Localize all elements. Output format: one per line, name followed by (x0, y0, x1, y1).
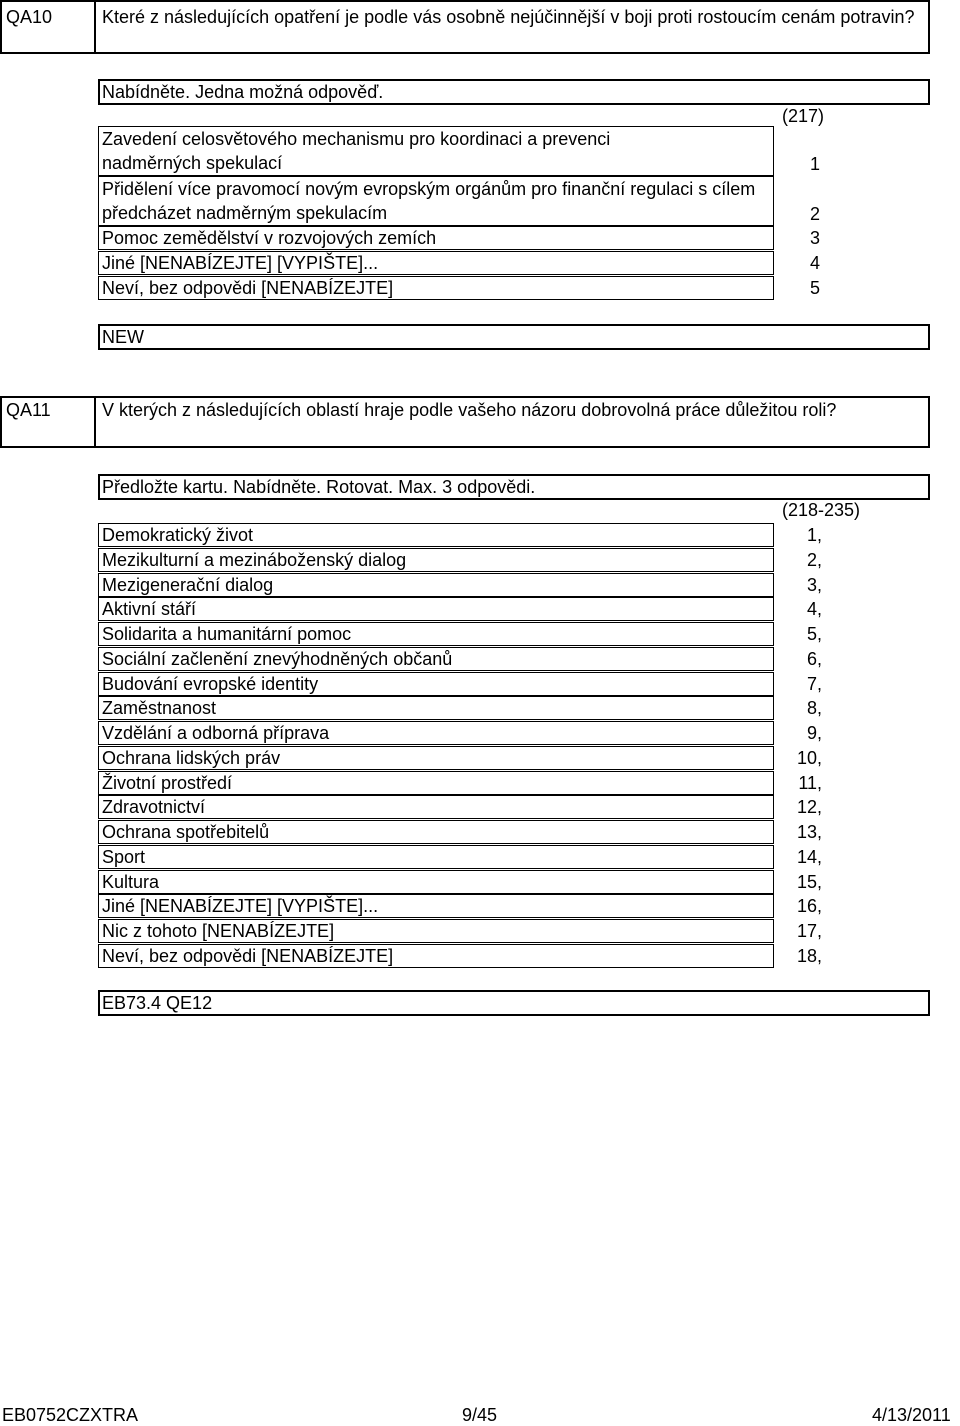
qa11-note: EB73.4 QE12 (102, 993, 213, 1013)
qa10-id: QA10 (6, 7, 53, 27)
qa11-option-label: Zdravotnictví (102, 797, 206, 817)
qa11-option-label: Solidarita a humanitární pomoc (102, 624, 352, 644)
qa11-note-box (98, 990, 930, 1016)
qa11-option-code: 1, (806, 525, 822, 545)
qa11-option-label: Sport (102, 847, 146, 867)
qa11-option-frame (98, 870, 774, 894)
qa11-option-label: Neví, bez odpovědi [NENABÍZEJTE] (102, 946, 394, 966)
qa10-var-code: (217) (781, 106, 824, 126)
qa11-option-label: Jiné [NENABÍZEJTE] [VYPIŠTE]... (102, 896, 379, 916)
qa11-option-label: Nic z tohoto [NENABÍZEJTE] (102, 921, 335, 941)
footer-doc-code: EB0752CZXTRA (2, 1405, 139, 1425)
qa10-option-2-code: 2 (809, 204, 820, 224)
qa11-option-label: Životní prostředí (102, 773, 233, 793)
qa11-option-label: Zaměstnanost (102, 698, 217, 718)
qa11-option-code: 3, (806, 575, 822, 595)
qa11-option-code: 12, (796, 797, 822, 817)
qa11-option-label: Mezigenerační dialog (102, 575, 274, 595)
qa10-option-5-label: Neví, bez odpovědi [NENABÍZEJTE] (102, 278, 394, 298)
qa11-var-code: (218-235) (781, 500, 860, 520)
qa11-option-label: Ochrana spotřebitelů (102, 822, 270, 842)
qa11-option-label: Budování evropské identity (102, 674, 319, 694)
footer-date: 4/13/2011 (872, 1405, 951, 1425)
qa11-option-code: 14, (796, 847, 822, 867)
qa11-option-code: 2, (806, 550, 822, 570)
qa10-option-3-code: 3 (809, 228, 820, 248)
qa10-option-3-label: Pomoc zemědělství v rozvojových zemích (102, 228, 437, 248)
qa11-question: V kterých z následujících oblastí hraje podle vašeho názoru dobrovolná práce důležitou roli? (102, 400, 837, 420)
qa10-note: NEW (102, 327, 144, 347)
qa11-option-label: Mezikulturní a mezináboženský dialog (102, 550, 407, 570)
qa11-option-code: 4, (806, 599, 822, 619)
qa11-option-code: 16, (796, 896, 822, 916)
qa11-id: QA11 (6, 400, 51, 420)
qa11-option-label: Kultura (102, 872, 160, 892)
qa11-option-label: Vzdělání a odborná příprava (102, 723, 330, 743)
qa10-option-4-code: 4 (809, 253, 820, 273)
qa11-option-code: 13, (796, 822, 822, 842)
qa11-option-frame (98, 597, 774, 621)
qa11-option-code: 17, (796, 921, 822, 941)
qa11-option-code: 8, (806, 698, 822, 718)
qa11-option-code: 15, (796, 872, 822, 892)
qa11-option-code: 6, (806, 649, 822, 669)
qa11-option-code: 7, (806, 674, 822, 694)
qa10-option-1-label: Zavedení celosvětového mechanismu pro koordinaci a prevenci nadměrných spekulací (102, 129, 611, 173)
footer-page-number: 9/45 (462, 1405, 498, 1425)
qa11-option-code: 5, (806, 624, 822, 644)
qa10-note-box (98, 324, 930, 350)
qa10-question: Které z následujících opatření je podle vás osobně nejúčinnější v boji proti rostoucím cenám potravin? (102, 7, 915, 27)
qa11-instruction: Předložte kartu. Nabídněte. Rotovat. Max. 3 odpovědi. (102, 477, 536, 497)
qa11-option-code: 9, (806, 723, 822, 743)
qa11-option-label: Aktivní stáří (102, 599, 197, 619)
qa10-instruction: Nabídněte. Jedna možná odpověď. (102, 82, 384, 102)
qa11-option-frame (98, 845, 774, 869)
qa10-option-4-label: Jiné [NENABÍZEJTE] [VYPIŠTE]... (102, 253, 379, 273)
qa10-option-5-code: 5 (809, 278, 820, 298)
qa11-option-code: 18, (796, 946, 822, 966)
qa10-option-1-code: 1 (809, 154, 820, 174)
qa10-option-2-label: Přidělení více pravomocí novým evropským orgánům pro finanční regulaci s cílem předcházet nadměrným spekulacím (102, 179, 756, 223)
qa11-option-label: Ochrana lidských práv (102, 748, 281, 768)
qa11-option-label: Demokratický život (102, 525, 254, 545)
qa11-option-label: Sociální začlenění znevýhodněných občanů (102, 649, 453, 669)
qa11-option-code: 10, (796, 748, 822, 768)
qa11-option-code: 11, (798, 773, 822, 793)
